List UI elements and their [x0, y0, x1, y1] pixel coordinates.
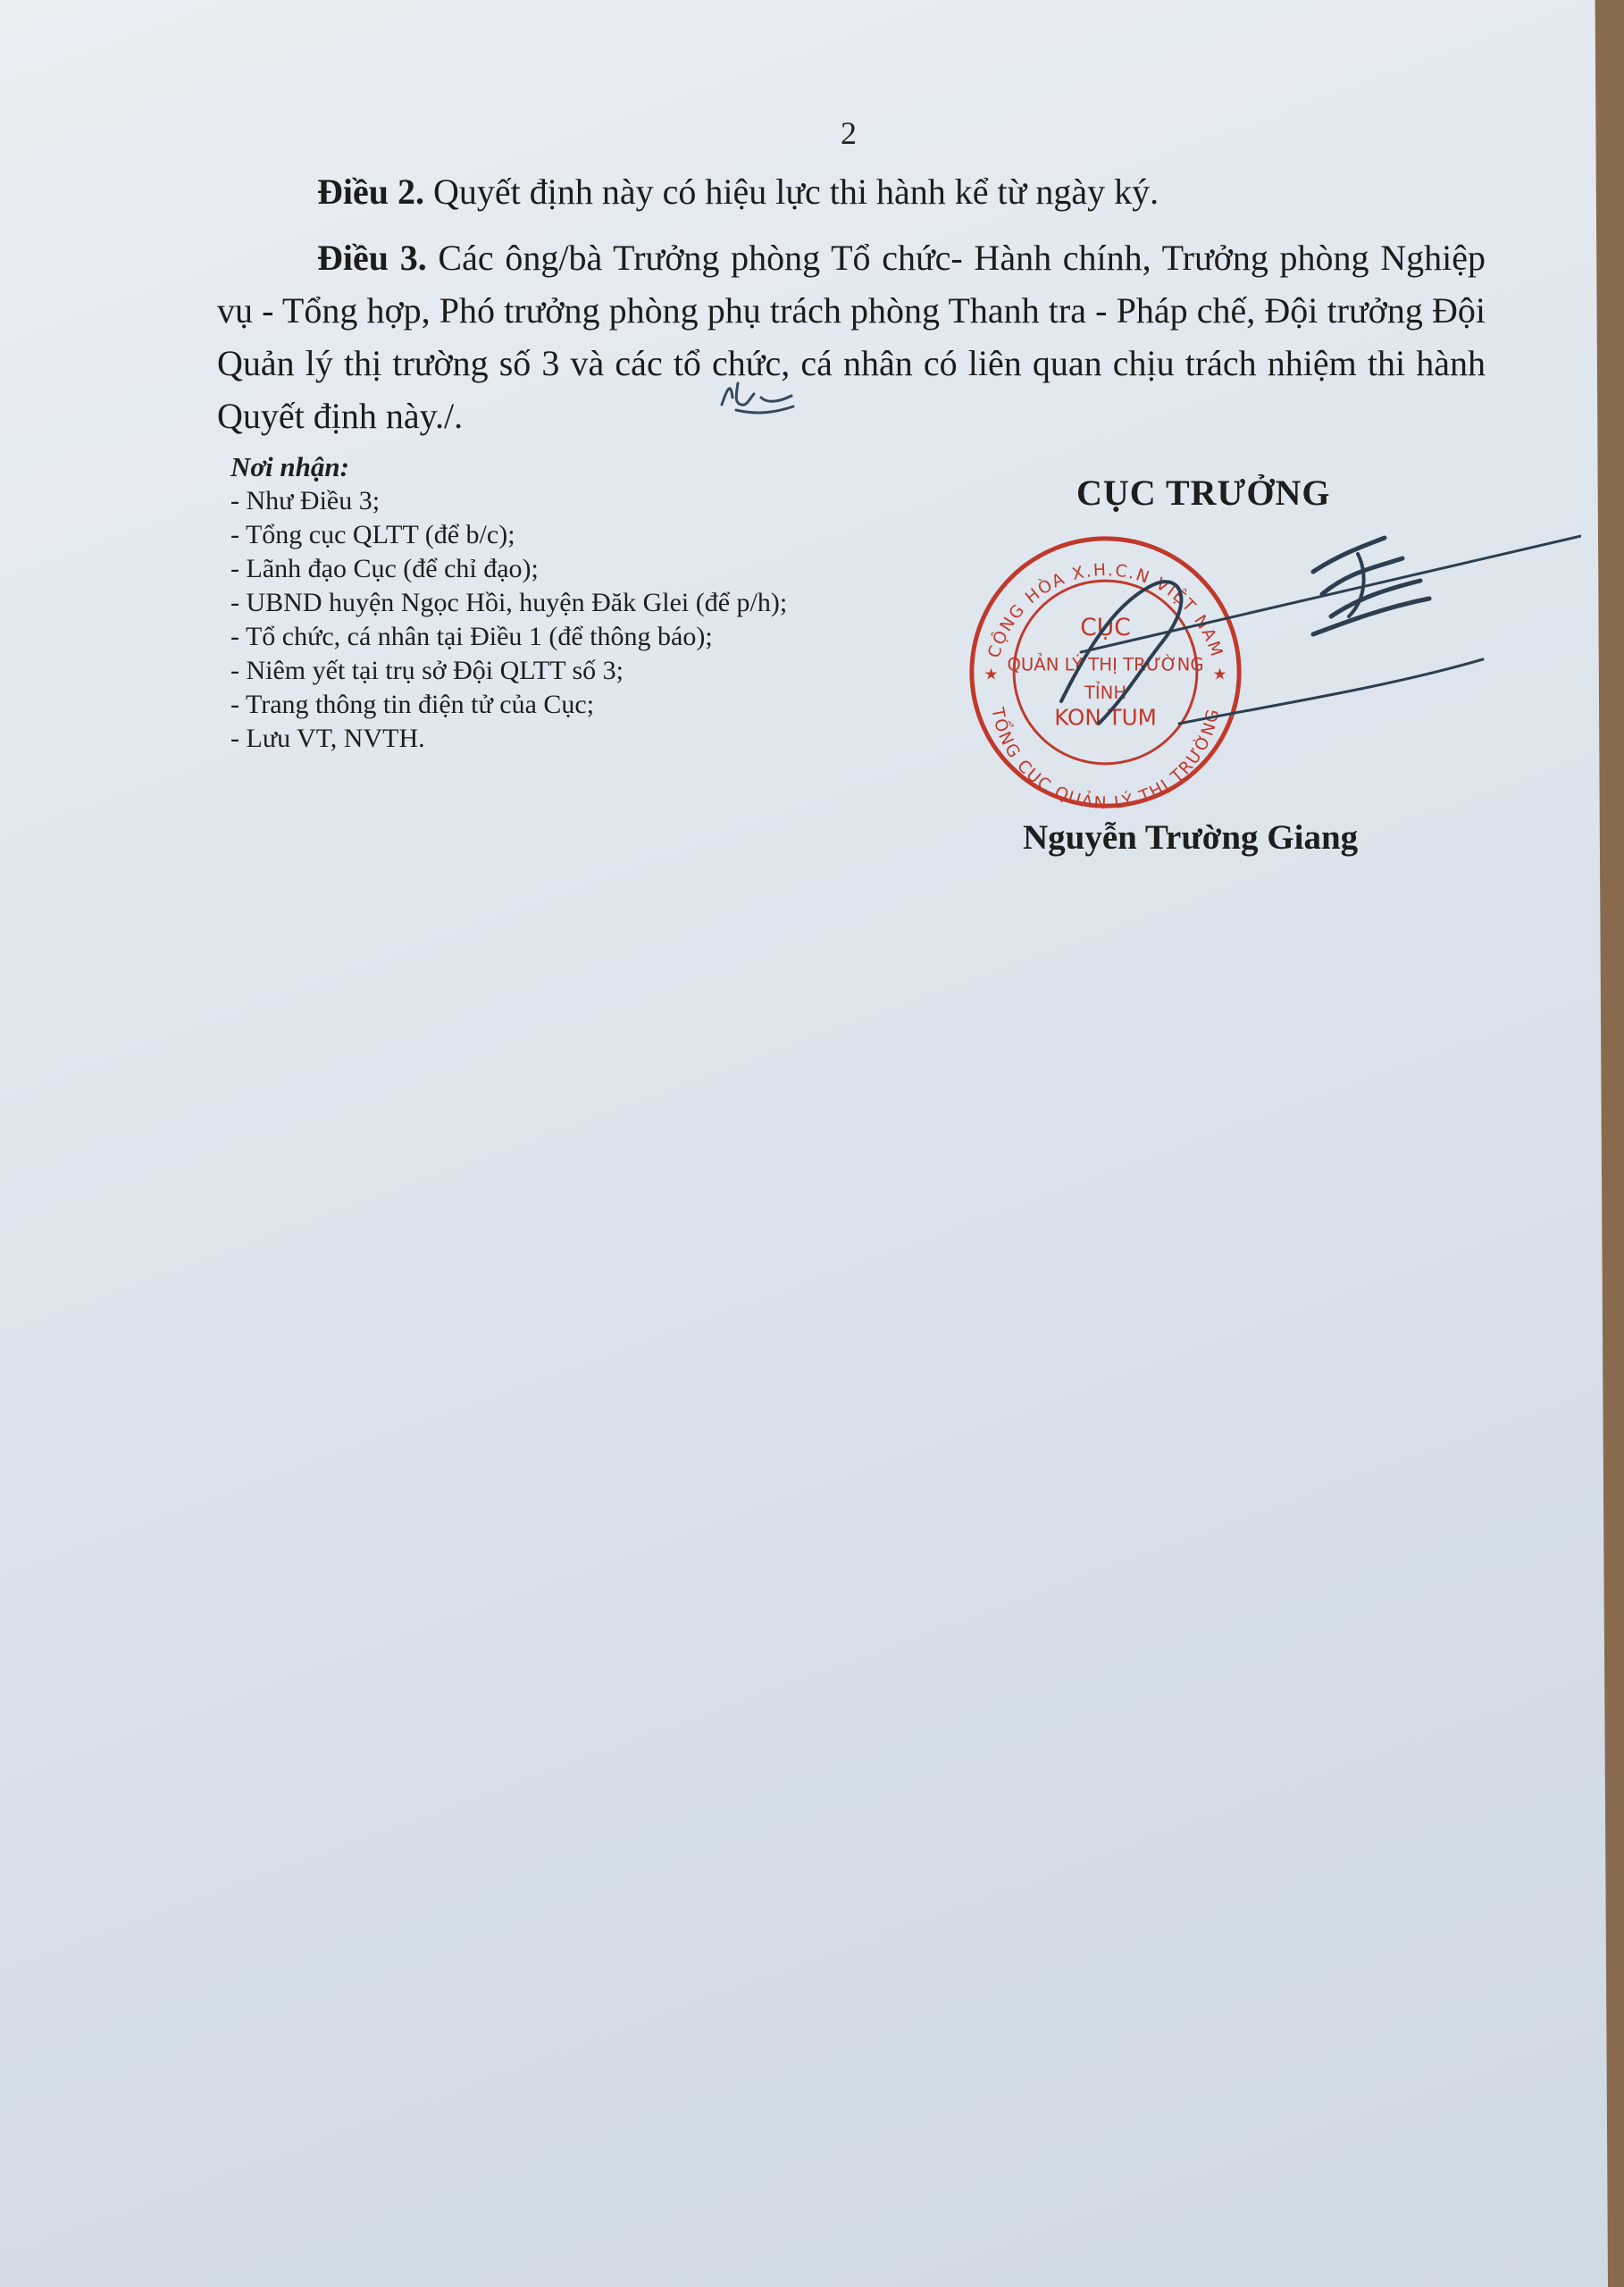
recipients-list: [230, 484, 787, 756]
list-item: - Như Điều 3;: [230, 486, 381, 515]
list-item: - Tổ chức, cá nhân tại Điều 1 (để thông báo);: [230, 622, 713, 651]
handwritten-initials-icon: [715, 371, 795, 415]
svg-text:CỤC: CỤC: [1080, 614, 1131, 642]
svg-text:KON TUM: KON TUM: [1054, 704, 1157, 731]
recipients-heading: Nơi nhận:: [230, 451, 349, 482]
list-item: - Lưu VT, NVTH.: [230, 724, 425, 753]
svg-text:★: ★: [984, 666, 999, 684]
list-item: - Niêm yết tại trụ sở Đội QLTT số 3;: [230, 656, 624, 685]
signer-title: CỤC TRƯỞNG: [1076, 473, 1331, 513]
svg-text:TỈNH: TỈNH: [1084, 683, 1127, 704]
article-2-text: Quyết định này có hiệu lực thi hành kể từ ngày ký.: [424, 172, 1159, 212]
list-item: - Lãnh đạo Cục (để chỉ đạo);: [230, 554, 539, 583]
svg-text:QUẢN LÝ THỊ TRƯỜNG: QUẢN LÝ THỊ TRƯỜNG: [1007, 654, 1204, 675]
article-3-text: Các ông/bà Trưởng phòng Tổ chức- Hành chính, Trưởng phòng Nghiệp vụ - Tổng hợp, Phó trưởng phòng phụ trách phòng Thanh tra - Pháp chế, Đội trưởng Đội Quản lý thị trường số 3 và các tổ chức, cá nhân có liên quan chịu trách nhiệm thi hành Quyết định này./.: [217, 238, 1486, 436]
svg-text:★: ★: [1212, 666, 1227, 684]
handwritten-signature-icon: [1045, 518, 1581, 750]
svg-text:CỘNG HÒA X.H.C.N VIỆT NAM: CỘNG HÒA X.H.C.N VIỆT NAM: [984, 561, 1226, 661]
article-2-paragraph: [317, 165, 1568, 218]
svg-text:TỔNG CỤC QUẢN LÝ THỊ TRƯỜNG: TỔNG CỤC QUẢN LÝ THỊ TRƯỜNG: [987, 706, 1224, 813]
signer-name: Nguyễn Trường Giang: [1023, 818, 1359, 857]
article-2-label: Điều 2.: [317, 172, 424, 212]
article-3-paragraph: [217, 231, 1486, 442]
recipients-block: [230, 450, 787, 756]
list-item: - Trang thông tin điện tử của Cục;: [230, 690, 595, 719]
article-3-label: Điều 3.: [317, 238, 427, 278]
page-number: 2: [841, 115, 857, 151]
list-item: - UBND huyện Ngọc Hồi, huyện Đăk Glei (để p/h);: [230, 588, 788, 617]
list-item: - Tổng cục QLTT (để b/c);: [230, 520, 515, 549]
